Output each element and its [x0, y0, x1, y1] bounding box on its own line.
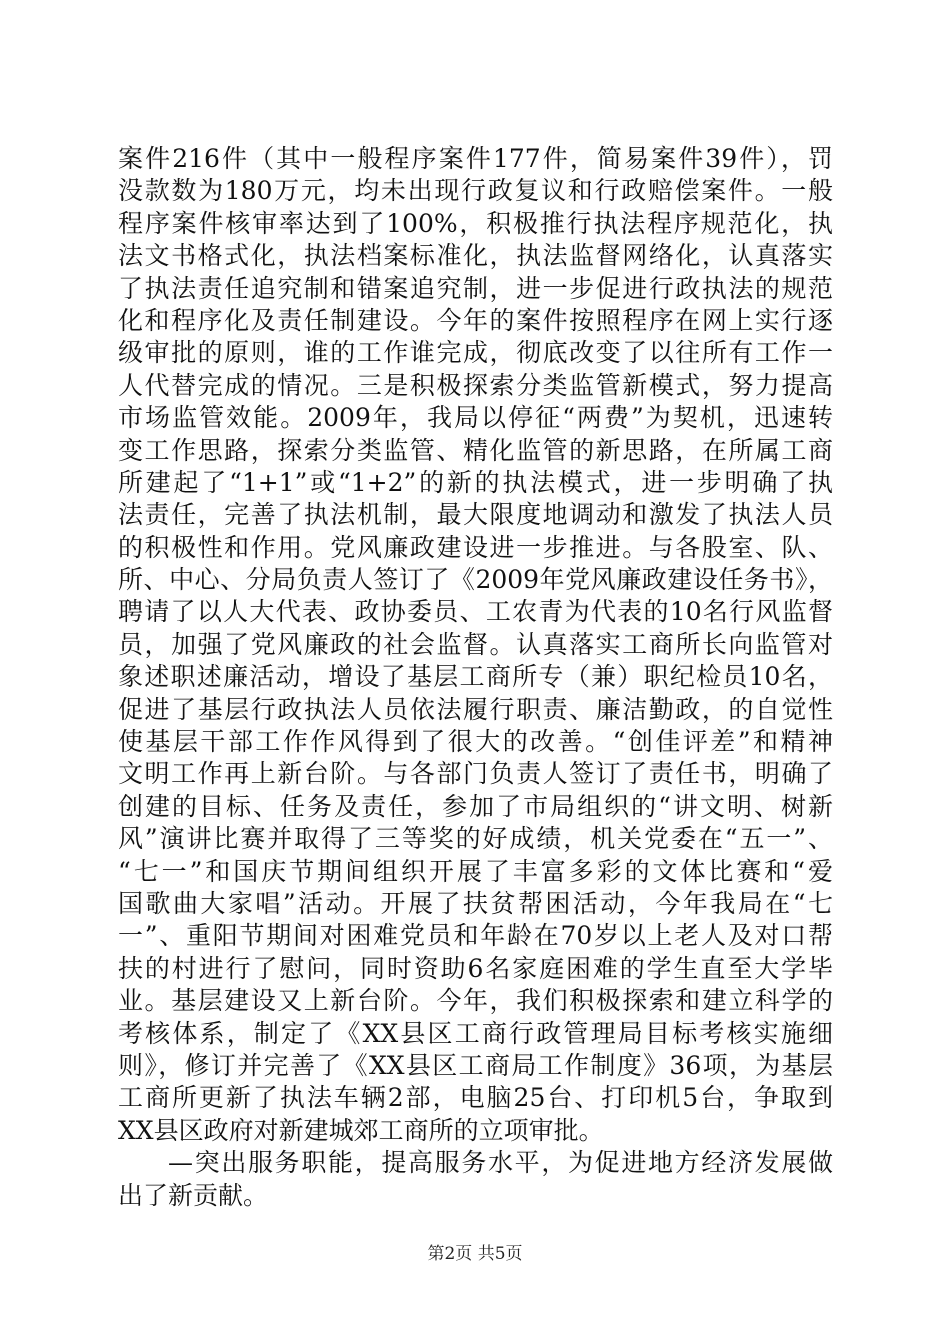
- text-line: 程序案件核审率达到了100%，积极推行执法程序规范化，执: [118, 208, 833, 238]
- text-line: 工商所更新了执法车辆2部，电脑25台、打印机5台，争取到: [118, 1083, 833, 1113]
- text-line: 风”演讲比赛并取得了三等奖的好成绩，机关党委在“五一”、: [118, 824, 833, 854]
- text-line: 级审批的原则，谁的工作谁完成，彻底改变了以往所有工作一: [118, 338, 833, 368]
- text-line: 所、中心、分局负责人签订了《2009年党风廉政建设任务书》，: [118, 565, 833, 595]
- text-line: 聘请了以人大代表、政协委员、工农青为代表的10名行风监督: [118, 597, 833, 627]
- text-line: 员，加强了党风廉政的社会监督。认真落实工商所长向监管对: [118, 629, 833, 659]
- text-line: 变工作思路，探索分类监管、精化监管的新思路，在所属工商: [118, 435, 833, 465]
- text-line: 出了新贡献。: [118, 1180, 269, 1210]
- text-line: 象述职述廉活动，增设了基层工商所专（兼）职纪检员10名，: [118, 662, 833, 692]
- text-line: 一”、重阳节期间对困难党员和年龄在70岁以上老人及对口帮: [118, 921, 833, 951]
- text-line: 国歌曲大家唱”活动。开展了扶贫帮困活动，今年我局在“七: [118, 888, 833, 918]
- text-line: —突出服务职能，提高服务水平，为促进地方经济发展做: [168, 1148, 833, 1178]
- text-line: 考核体系，制定了《XX县区工商行政管理局目标考核实施细: [118, 1018, 833, 1048]
- text-line: 使基层干部工作作风得到了很大的改善。“创佳评差”和精神: [118, 727, 833, 757]
- text-line: XX县区政府对新建城郊工商所的立项审批。: [118, 1115, 604, 1145]
- text-line: 了执法责任追究制和错案追究制，进一步促进行政执法的规范: [118, 273, 833, 303]
- text-line: 业。基层建设又上新台阶。今年，我们积极探索和建立科学的: [118, 986, 833, 1016]
- text-line: 法文书格式化，执法档案标准化，执法监督网络化，认真落实: [118, 241, 833, 271]
- document-body: [118, 143, 833, 1212]
- text-line: “七一”和国庆节期间组织开展了丰富多彩的文体比赛和“爱: [118, 856, 833, 886]
- text-line: 促进了基层行政执法人员依法履行职责、廉洁勤政，的自觉性: [118, 694, 833, 724]
- text-line: 市场监管效能。2009年，我局以停征“两费”为契机，迅速转: [118, 403, 833, 433]
- text-line: 案件216件（其中一般程序案件177件，简易案件39件），罚: [118, 144, 833, 173]
- text-line: 化和程序化及责任制建设。今年的案件按照程序在网上实行逐: [118, 305, 833, 335]
- text-line: 扶的村进行了慰问，同时资助6名家庭困难的学生直至大学毕: [118, 953, 833, 983]
- text-line: 人代替完成的情况。三是积极探索分类监管新模式，努力提高: [118, 370, 833, 400]
- text-line: 文明工作再上新台阶。与各部门负责人签订了责任书，明确了: [118, 759, 833, 789]
- text-line: 的积极性和作用。党风廉政建设进一步推进。与各股室、队、: [118, 532, 833, 562]
- text-line: 创建的目标、任务及责任，参加了市局组织的“讲文明、树新: [118, 791, 833, 821]
- text-line: 法责任，完善了执法机制，最大限度地调动和激发了执法人员: [118, 500, 833, 530]
- text-line: 所建起了“1+1”或“1+2”的新的执法模式，进一步明确了执: [118, 467, 833, 497]
- text-line: 则》，修订并完善了《XX县区工商局工作制度》36项，为基层: [118, 1050, 833, 1080]
- text-line: 没款数为180万元，均未出现行政复议和行政赔偿案件。一般: [118, 176, 833, 206]
- page-number-footer: 第2页 共5页: [427, 1244, 523, 1264]
